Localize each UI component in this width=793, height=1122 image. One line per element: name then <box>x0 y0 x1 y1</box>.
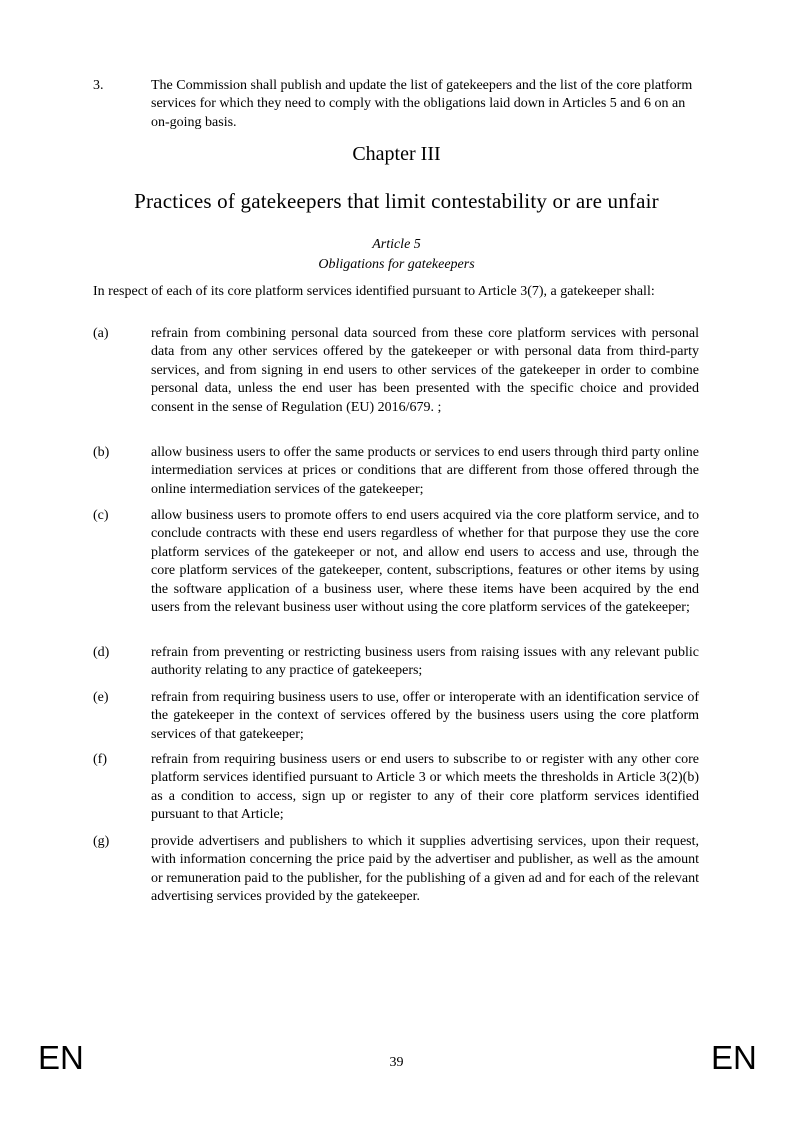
language-code-left: EN <box>38 1039 84 1076</box>
article-number: Article 5 <box>372 237 421 252</box>
chapter-title: Practices of gatekeepers that limit contestability or are unfair <box>134 189 659 213</box>
list-item-label: (g) <box>93 834 110 849</box>
list-item-text: refrain from requiring business users to use, offer or interoperate with an identification service of the gatekeeper in the context of services offered by the business users using the core platform services of that gatekeeper; <box>151 690 699 742</box>
list-item-text: refrain from preventing or restricting business users from raising issues with any relevant public authority relating to any practice of gatekeepers; <box>151 645 699 679</box>
paragraph-3-text: The Commission shall publish and update the list of gatekeepers and the list of the core platform services for which they need to comply with the obligations laid down in Articles 5 and 6 on an on-going basis. <box>151 78 693 130</box>
list-item-text: refrain from combining personal data sourced from these core platform services with personal data from any other services offered by the gatekeeper or with personal data from third-party services, and from signing in end users to other services of the gatekeeper in order to combine personal data, unless the end user has been presented with the specific choice and provided consent in the sense of Regulation (EU) 2016/679. ; <box>151 326 699 415</box>
list-item-label: (f) <box>93 752 107 767</box>
list-item-text: allow business users to promote offers to end users acquired via the core platform service, and to conclude contracts with these end users regardless of whether for that purpose they use the core platform services of the gatekeeper or not, and allow end users to access and use, through the core platform services of the gatekeeper, content, subscriptions, features or other items by using the software application of a business user, where these items have been acquired by the end users from the relevant business user without using the core platform services of the gatekeeper; <box>151 508 699 616</box>
list-item-text: provide advertisers and publishers to which it supplies advertising services, upon their request, with information concerning the price paid by the advertiser and publisher, as well as the amount or remuneration paid to the publisher, for the publishing of a given ad and for each of the relevant advertising services provided by the gatekeeper. <box>151 834 699 905</box>
list-item-label: (c) <box>93 508 109 523</box>
list-item-text: allow business users to offer the same products or services to end users through third party online intermediation services at prices or conditions that are different from those offered through the online intermediation services of the gatekeeper; <box>151 445 699 497</box>
list-item-label: (d) <box>93 645 110 660</box>
paragraph-number: 3. <box>93 78 104 93</box>
list-item-label: (a) <box>93 326 109 341</box>
article-title: Obligations for gatekeepers <box>318 257 475 272</box>
article-intro: In respect of each of its core platform services identified pursuant to Article 3(7), a gatekeeper shall: <box>93 284 655 299</box>
chapter-heading: Chapter III <box>352 143 441 165</box>
list-item-label: (b) <box>93 445 110 460</box>
list-item-text: refrain from requiring business users or end users to subscribe to or register with any other core platform services identified pursuant to Article 3 or which meets the thresholds in Article 3(2)(b) as a condition to access, sign up or register to any of their core platform services identified pursuant to that Article; <box>151 752 699 823</box>
language-code-right: EN <box>711 1039 757 1076</box>
page-number: 39 <box>389 1055 404 1070</box>
list-item-label: (e) <box>93 690 109 705</box>
